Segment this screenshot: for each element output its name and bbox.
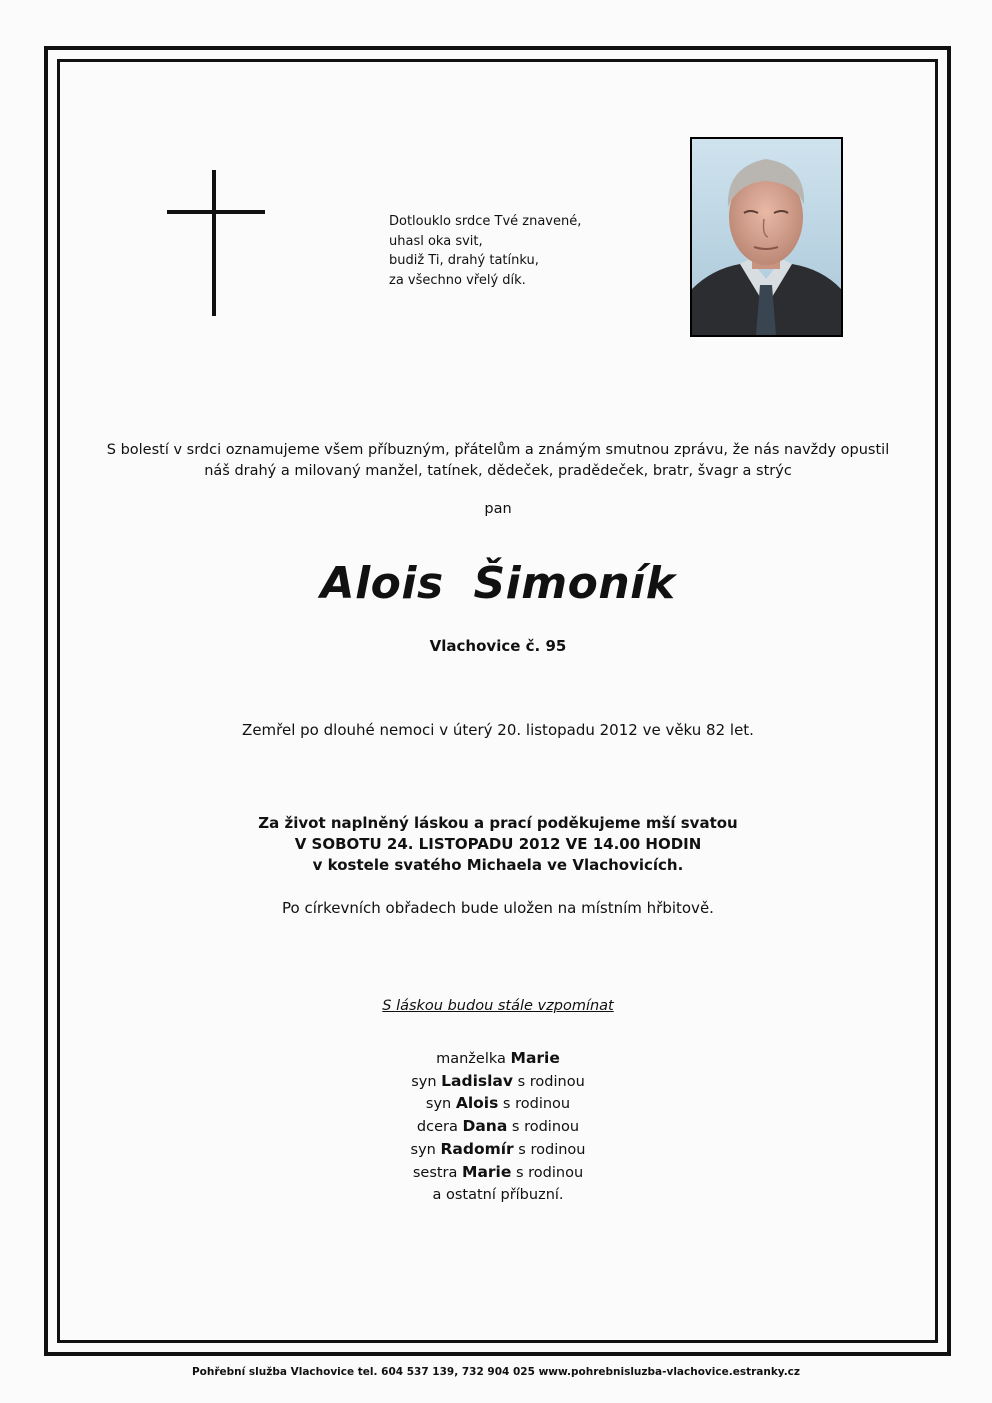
portrait-image (692, 139, 841, 335)
salutation: pan (484, 501, 512, 517)
memorial-verse (389, 212, 649, 290)
mourner-name: Radomír (440, 1139, 514, 1158)
mourner-name: Marie (510, 1049, 560, 1067)
burial-notice: Po církevních obřadech bude uložen na místním hřbitově. (282, 899, 714, 917)
mourner-item (60, 1116, 936, 1139)
mass-line-1: Za život naplněný láskou a prací poděkujeme mší svatou (258, 814, 738, 832)
mourner-suffix: s rodinou (513, 1141, 586, 1158)
portrait-photo (690, 137, 843, 337)
mourner-item (60, 1162, 936, 1185)
mourner-item (60, 1139, 936, 1162)
mourner-relation: syn (410, 1141, 441, 1158)
funeral-mass-info (60, 813, 936, 876)
verse-line: Dotlouklo srdce Tvé znavené, (389, 214, 582, 229)
remember-heading: S láskou budou stále vzpomínat (382, 998, 614, 1014)
deceased-name: Alois Šimoník (320, 558, 676, 609)
mass-line-2: V SOBOTU 24. LISTOPADU 2012 VE 14.00 HODIN (294, 835, 702, 853)
mourner-suffix: s rodinou (511, 1164, 584, 1181)
death-notice: Zemřel po dlouhé nemoci v úterý 20. listopadu 2012 ve věku 82 let. (242, 721, 754, 739)
mourner-item (60, 1093, 936, 1116)
mourner-suffix: s rodinou (507, 1119, 580, 1136)
cross-vertical-bar (212, 170, 216, 316)
verse-line: uhasl oka svit, (389, 233, 483, 249)
verse-line: budiž Ti, drahý tatínku, (389, 253, 539, 268)
mourner-name: Dana (462, 1117, 508, 1136)
mourner-relation: dcera (416, 1119, 463, 1136)
mourner-name: Ladislav (441, 1071, 513, 1090)
cross-horizontal-bar (167, 210, 265, 214)
mourner-relation: sestra (412, 1164, 463, 1181)
mourner-relation: manželka (436, 1051, 511, 1067)
deceased-address: Vlachovice č. 95 (429, 637, 567, 655)
mourner-name: Marie (462, 1162, 512, 1181)
announcement-text (60, 440, 936, 482)
mourner-item (60, 1071, 936, 1094)
mourner-suffix: s rodinou (513, 1073, 585, 1090)
mourner-relation: a ostatní příbuzní. (432, 1187, 564, 1204)
announcement-line-2: náš drahý a milovaný manžel, tatínek, dědeček, pradědeček, bratr, švagr a strýc (204, 463, 792, 479)
funeral-service-footer: Pohřební služba Vlachovice tel. 604 537 139, 732 904 025 www.pohrebnisluzba-vlachovice.estranky.cz (191, 1366, 801, 1378)
mourner-relation: syn (411, 1073, 442, 1090)
mass-line-3: v kostele svatého Michaela ve Vlachovicích. (312, 856, 684, 874)
mourner-suffix: s rodinou (498, 1096, 571, 1113)
verse-line: za všechno vřelý dík. (389, 272, 526, 288)
mourners-list (60, 1048, 936, 1207)
mourner-item (60, 1184, 936, 1207)
mourner-item (60, 1048, 936, 1071)
mourner-relation: syn (425, 1096, 456, 1113)
announcement-line-1: S bolestí v srdci oznamujeme všem příbuzným, přátelům a známým smutnou zprávu, že nás navždy opustil (106, 442, 890, 458)
mourner-name: Alois (455, 1094, 499, 1113)
